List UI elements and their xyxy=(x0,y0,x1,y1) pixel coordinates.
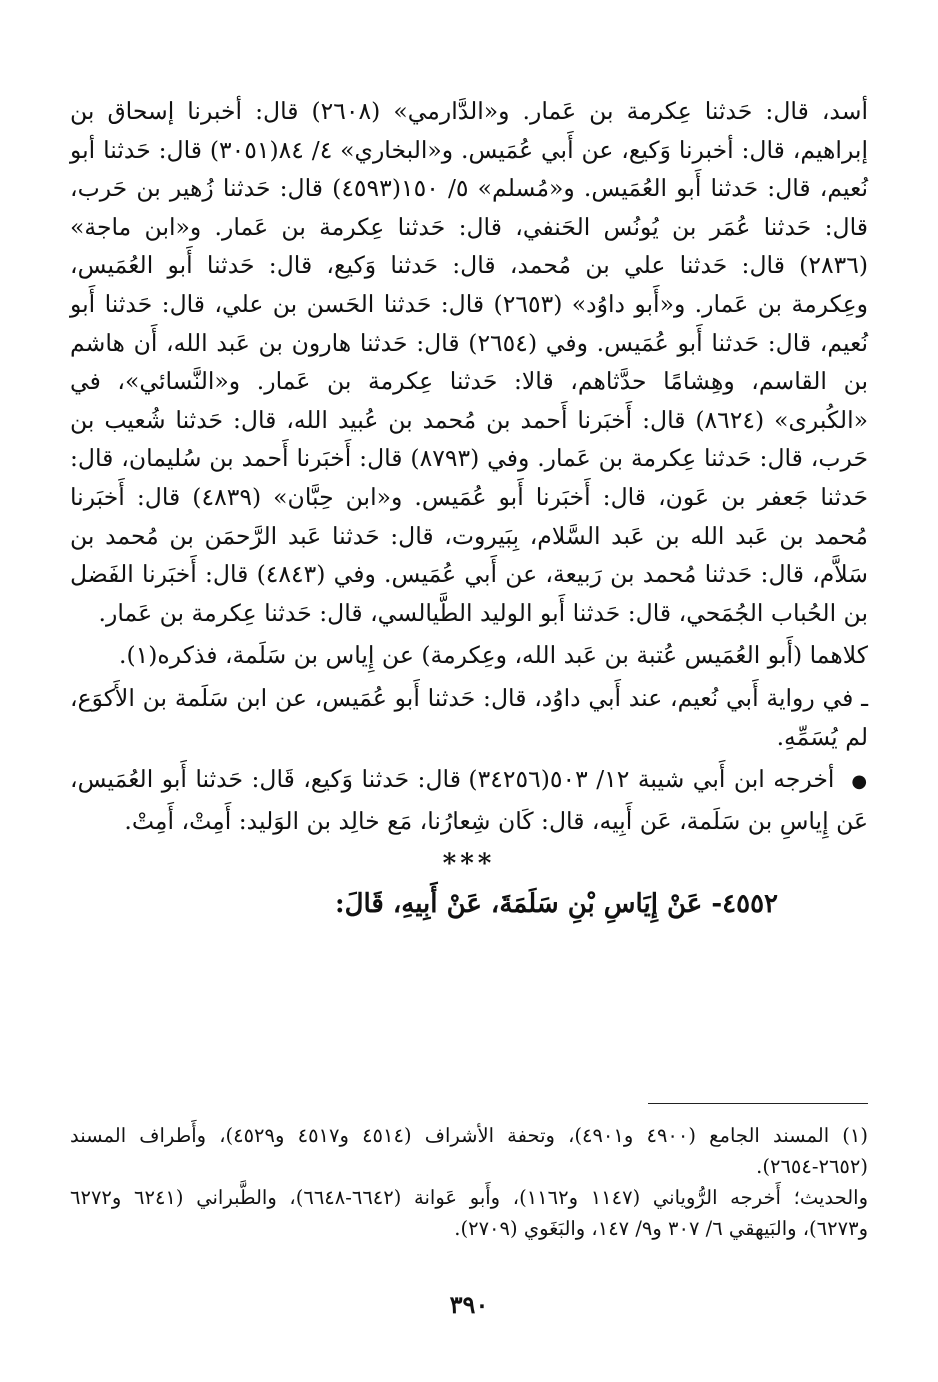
bullet-text: أخرجه ابن أَبي شيبة ١٢/ ٥٠٣(٣٤٢٥٦) قال: حَدثنا وَكيع، قَال: حَدثنا أَبو العُمَيس، عَن إِياسِ بن سَلَمة، عَن أَبِيه، قال: كَان شِعارُنا، مَع خالِد بن الوَليد: أَمِتْ، أَمِتْ. xyxy=(70,765,868,835)
page-number: ٣٩٠ xyxy=(449,1290,489,1319)
hadith-heading: ٤٥٥٢- عَنْ إِيَاسِ بْنِ سَلَمَةَ، عَنْ أَبِيهِ، قَالَ: xyxy=(334,889,778,920)
summary-paragraph: كلاهما (أَبو العُمَيس عُتبة بن عَبد الله، وعِكرمة) عن إِياس بن سَلَمة، فذكره(١). xyxy=(119,641,868,670)
bullet-paragraph xyxy=(70,760,868,840)
footnote-divider xyxy=(648,1103,868,1104)
section-separator: *** xyxy=(442,849,496,880)
book-page xyxy=(70,0,868,1382)
footnotes xyxy=(70,1120,868,1244)
footnote-2: والحديث؛ أَخرجه الرُّوياني (١١٤٧ و١١٦٢)، وأَبو عَوانة (٦٦٤٢-٦٦٤٨)، والطَّبراني (٦٢٤١ و٦٢٧٢ و٦٢٧٣)، والبَيهقي ٦/ ٣٠٧ و٩/ ١٤٧، والبَغَوي (٢٧٠٩). xyxy=(70,1186,868,1240)
takhrij-paragraph: أسد، قال: حَدثنا عِكرمة بن عَمار. و«الدَّارمي» (٢٦٠٨) قال: أخبرنا إسحاق بن إبراهيم، قال: أخبرنا وَكيع، عن أَبي عُمَيس. و«البخاري» ٤/ ٨٤(٣٠٥١) قال: حَدثنا أبو نُعيم، قال: حَدثنا أَبو العُمَيس. و«مُسلم» ٥/ ١٥٠(٤٥٩٣) قال: حَدثنا زُهير بن حَرب، قال: حَدثنا عُمَر بن يُونُس الحَنفي، قال: حَدثنا عِكرمة بن عَمار. و«ابن ماجة» (٢٨٣٦) قال: حَدثنا علي بن مُحمد، قال: حَدثنا وَكيع، قال: حَدثنا أَبو العُمَيس، وعِكرمة بن عَمار. و«أَبو داوُد» (٢٦٥٣) قال: حَدثنا الحَسن بن علي، قال: حَدثنا أَبو نُعيم، قال: حَدثنا أَبو عُمَيس. وفي (٢٦٥٤) قال: حَدثنا هارون بن عَبد الله، أَن هاشم بن القاسم، وهِشامًا حدَّثاهم، قالا: حَدثنا عِكرمة بن عَمار. و«النَّسائي»، في «الكُبرى» (٨٦٢٤) قال: أَخبَرنا أَحمد بن مُحمد بن عُبيد الله، قال: حَدثنا شُعيب بن حَرب، قال: حَدثنا عِكرمة بن عَمار. وفي (٨٧٩٣) قال: أَخبَرنا أَحمد بن سُليمان، قال: حَدثنا جَعفر بن عَون، قال: أَخبَرنا أَبو عُمَيس. و«ابن حِبَّان» (٤٨٣٩) قال: أَخبَرنا مُحمد بن عَبد الله بن عَبد السَّلام، بِبَيروت، قال: حَدثنا عَبد الرَّحمَن بن مُحمد بن سَلاَّم، قال: حَدثنا مُحمد بن رَبيعة، عن أَبي عُمَيس. وفي (٤٨٤٣) قال: أَخبَرنا الفَضل بن الحُباب الجُمَحي، قال: حَدثنا أَبو الوليد الطَّيالسي، قال: حَدثنا عِكرمة بن عَمار. xyxy=(70,97,869,627)
bullet-icon: ● xyxy=(851,771,868,793)
narration-note-paragraph: ـ في رواية أَبي نُعيم، عند أَبي داوُد، قال: حَدثنا أَبو عُمَيس، عن ابن سَلَمة بن الأَكوَع، لم يُسَمِّهِ. xyxy=(70,683,868,751)
footnote-1: (١) المسند الجامع (٤٩٠٠ و٤٩٠١)، وتحفة الأشراف (٤٥١٤ و٤٥١٧ و٤٥٢٩)، وأَطراف المسند (٢٦٥٢-٢٦٥٤). xyxy=(70,1124,869,1178)
main-text xyxy=(70,92,868,926)
